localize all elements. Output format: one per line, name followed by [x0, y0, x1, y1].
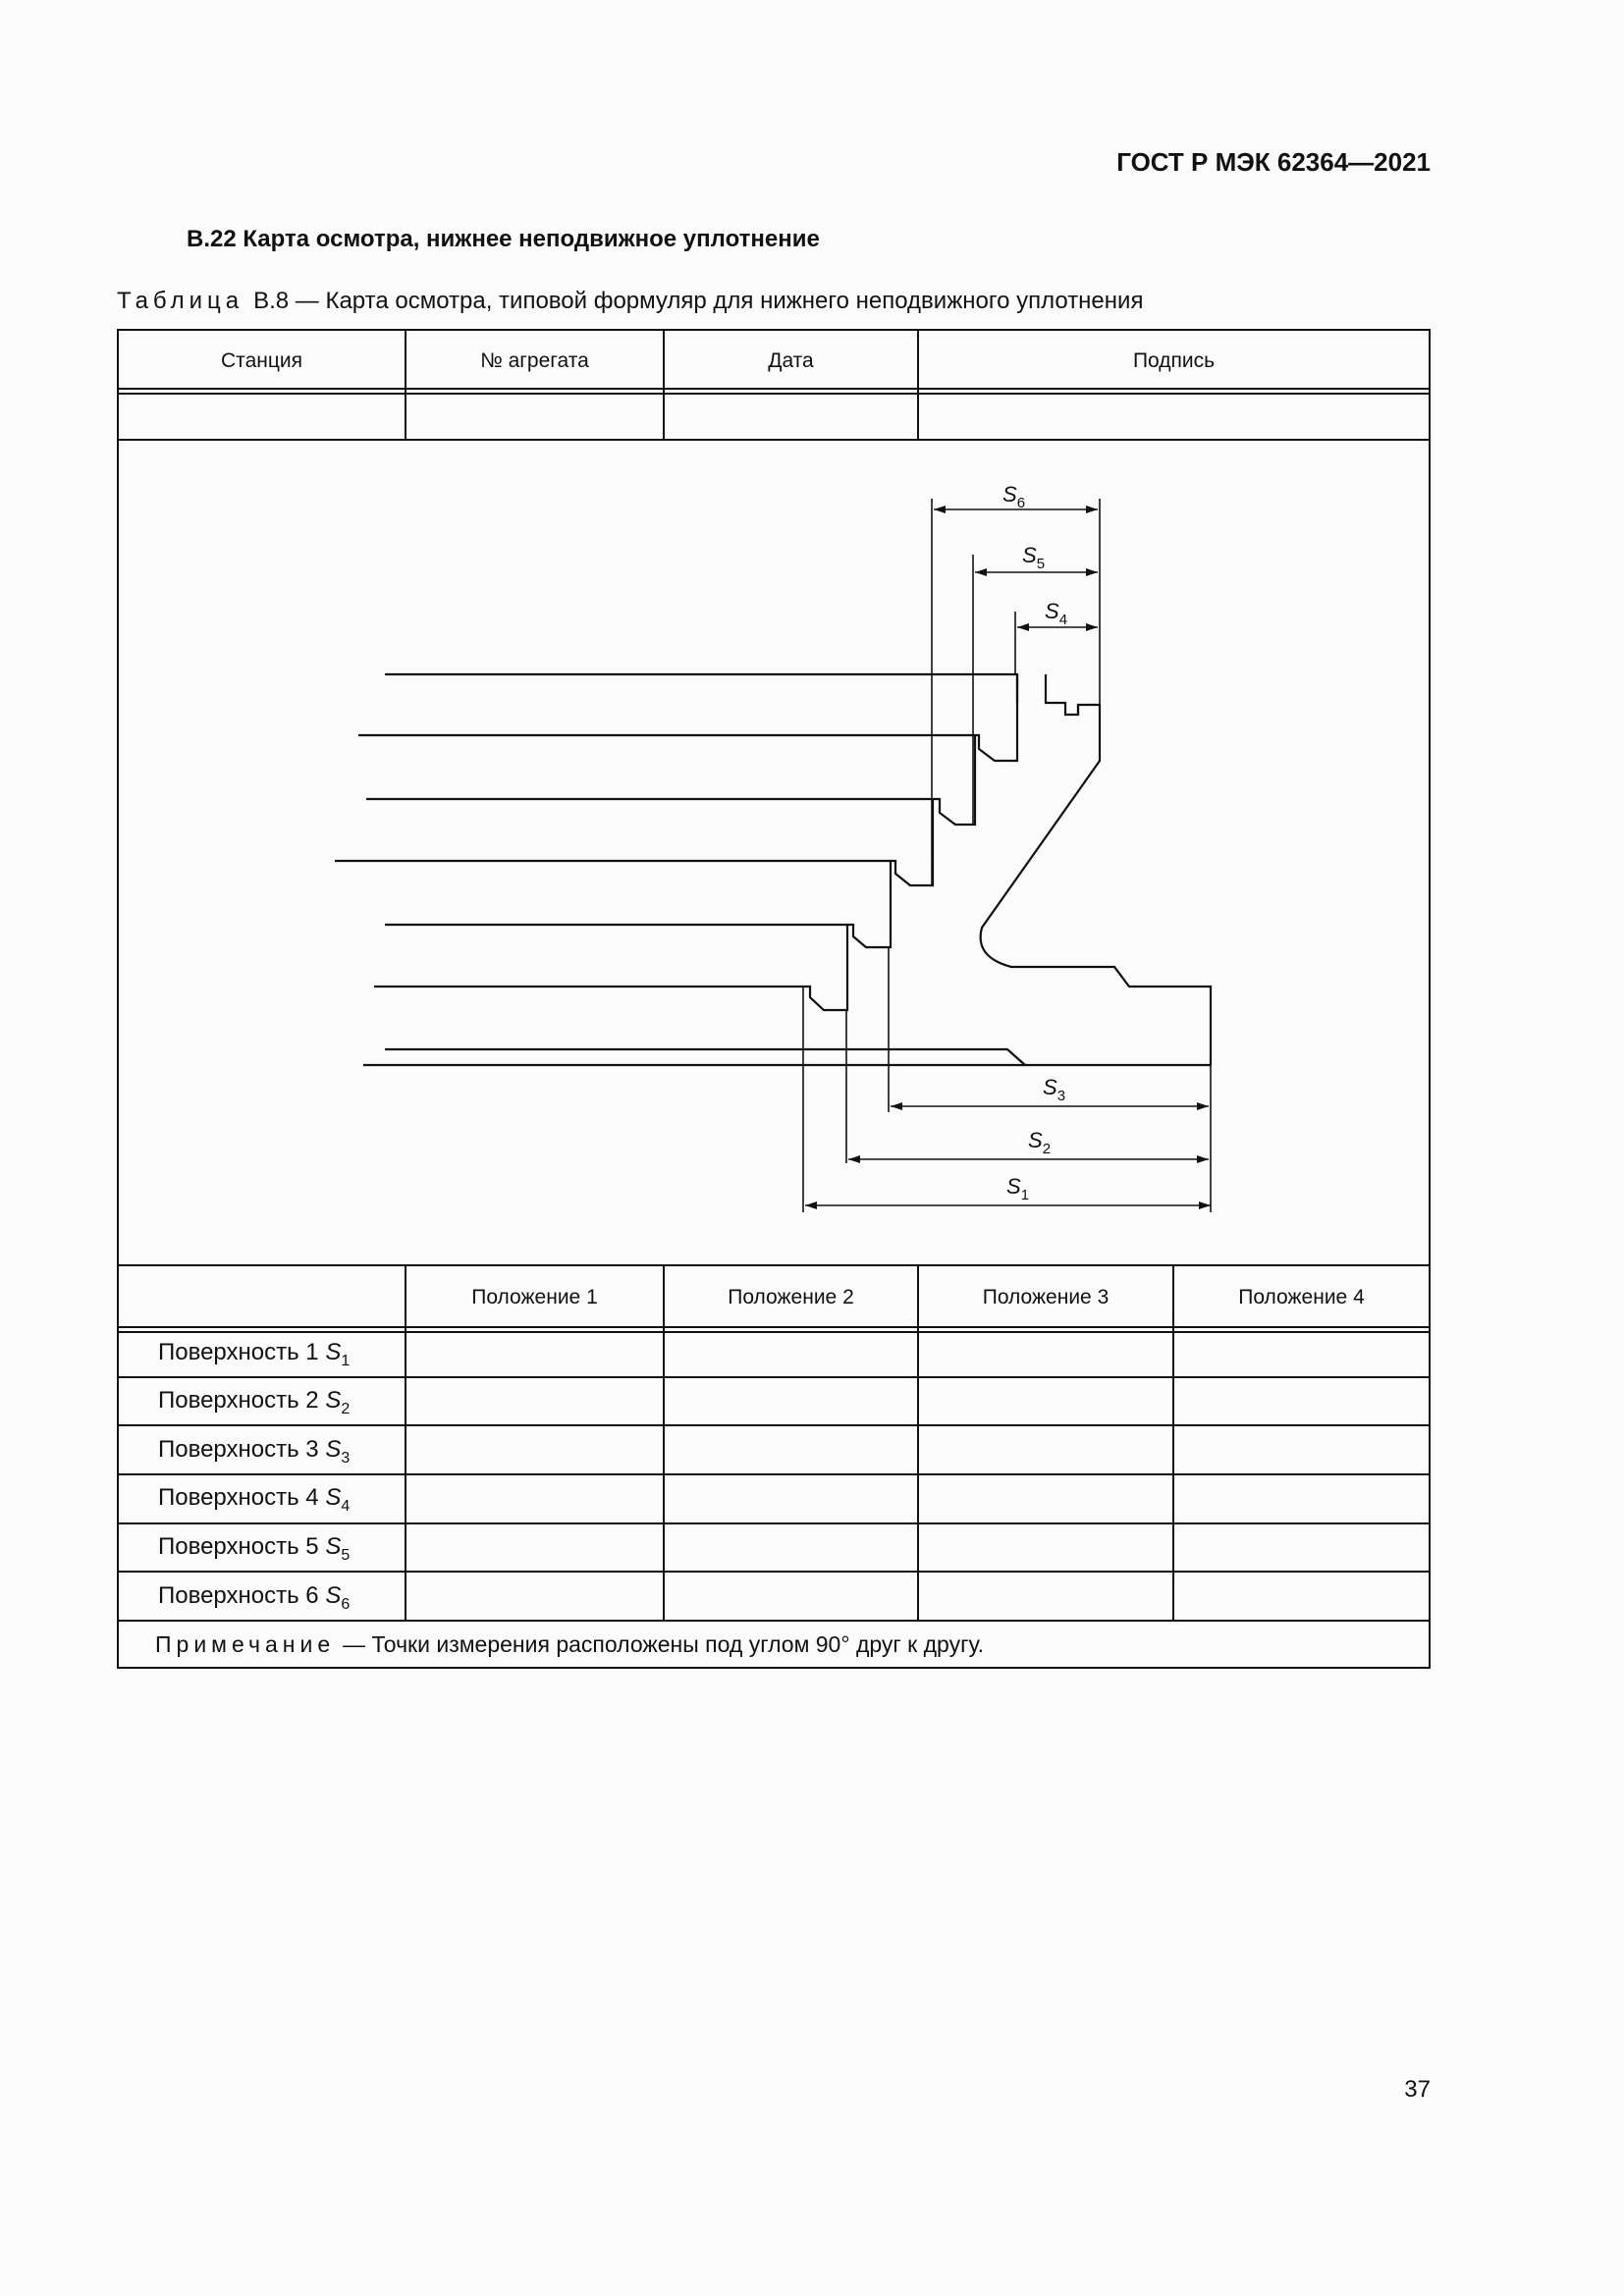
dimension-label-s5: $S_5$ [1022, 543, 1046, 572]
dimension-label-s1: $S_1$ [1006, 1174, 1030, 1203]
surface-row-label: Поверхность 4 $S_4$ [158, 1484, 351, 1515]
table-caption-word: Таблица [117, 288, 244, 314]
note-text: — Точки измерения расположены под углом 90° друг к другу. [343, 1631, 985, 1657]
dimension-label-s4: $S_4$ [1045, 599, 1068, 628]
surface-line-7 [385, 1049, 1025, 1065]
surface-line-1 [385, 674, 1017, 703]
page-number: 37 [1404, 2076, 1431, 2103]
header-station: Станция [221, 349, 302, 372]
surface-line-2 [358, 674, 1017, 761]
table-caption-text: B.8 — Карта осмотра, типовой формуляр для нижнего неподвижного уплотнения [253, 288, 1144, 314]
note-word: Примечание [155, 1631, 336, 1657]
header-position-3: Положение 3 [982, 1286, 1110, 1308]
surface-line-4 [335, 799, 933, 885]
header-position-4: Положение 4 [1238, 1286, 1365, 1308]
dimension-label-s3: $S_3$ [1043, 1075, 1066, 1104]
surface-row-label: Поверхность 3 $S_3$ [158, 1436, 351, 1467]
header-position-1: Положение 1 [471, 1286, 598, 1308]
surface-line-3 [366, 735, 975, 825]
surface-row-label: Поверхность 1 $S_1$ [158, 1339, 351, 1369]
header-position-2: Положение 2 [728, 1286, 854, 1308]
seal-body-outline [981, 674, 1211, 1065]
standard-code: ГОСТ Р МЭК 62364—2021 [1116, 147, 1431, 177]
surface-row-label: Поверхность 6 $S_6$ [158, 1582, 351, 1613]
surface-row-label: Поверхность 5 $S_5$ [158, 1533, 351, 1564]
dimension-label-s6: $S_6$ [1002, 482, 1026, 511]
surface-line-6 [374, 925, 847, 1010]
dimension-label-s2: $S_2$ [1028, 1128, 1052, 1157]
header-date: Дата [768, 349, 814, 372]
surface-line-5 [385, 861, 891, 947]
section-title: B.22 Карта осмотра, нижнее неподвижное уплотнение [187, 226, 820, 252]
header-signature: Подпись [1132, 349, 1216, 372]
header-unit-number: № агрегата [480, 349, 589, 372]
surface-row-label: Поверхность 2 $S_2$ [158, 1387, 351, 1417]
